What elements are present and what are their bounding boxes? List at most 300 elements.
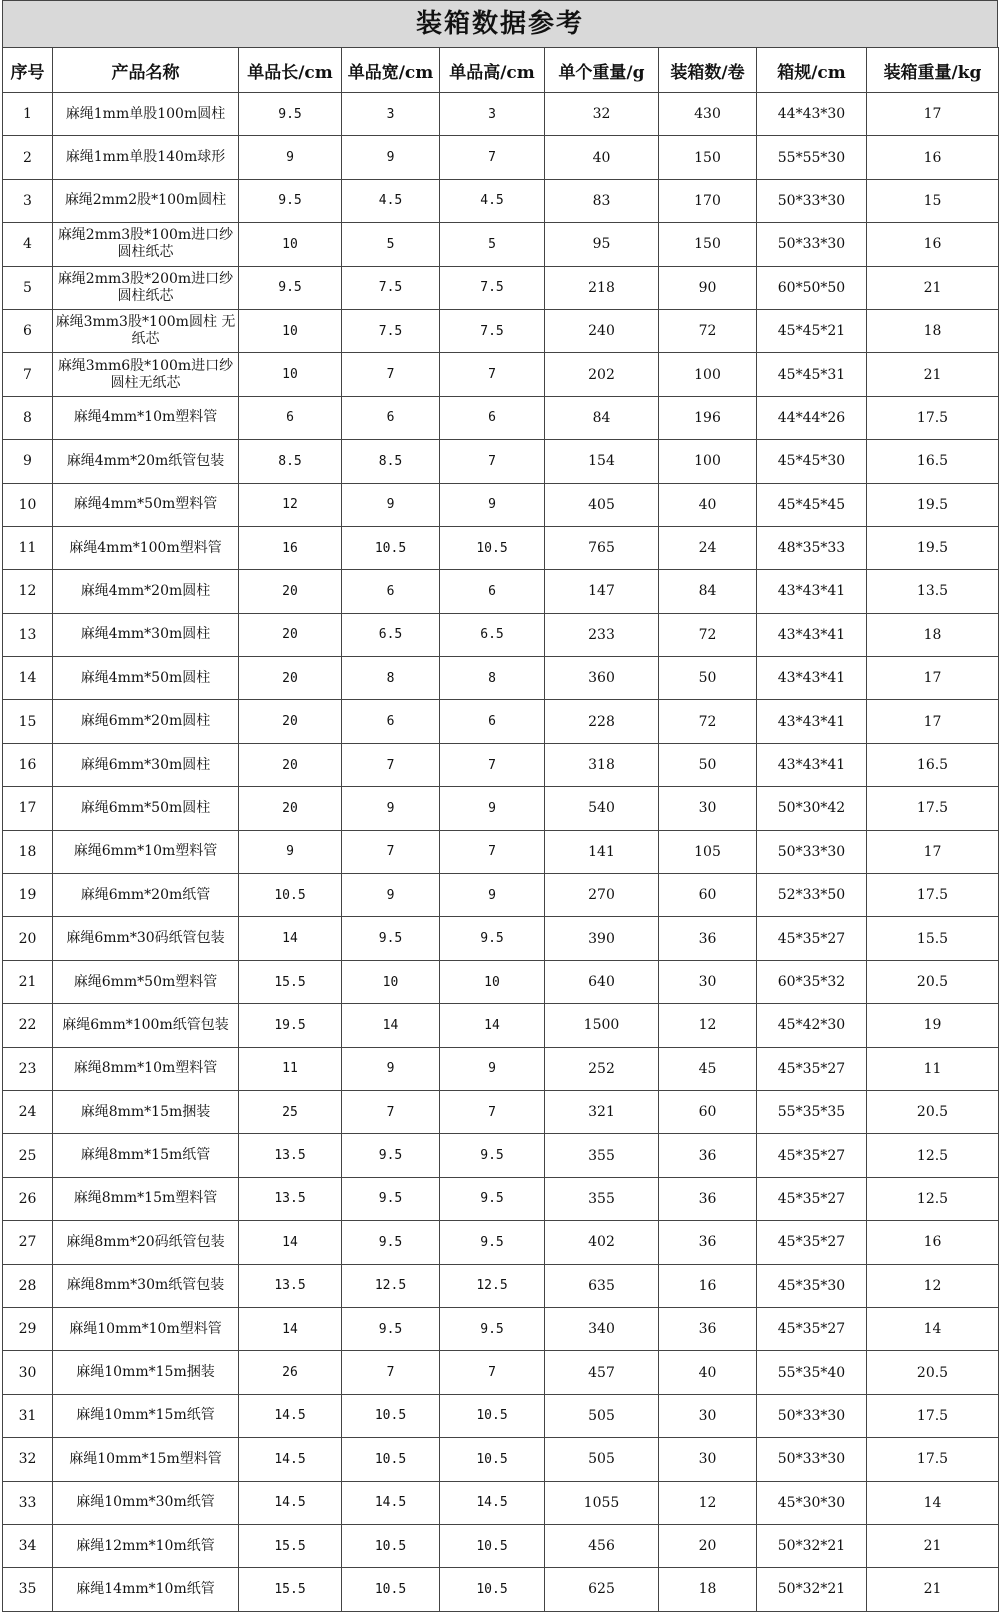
cell-width: 10 <box>342 960 440 1003</box>
cell-height: 3 <box>440 93 545 136</box>
cell-unit-weight: 505 <box>545 1438 659 1481</box>
cell-index: 11 <box>3 526 53 569</box>
cell-height: 9.5 <box>440 1307 545 1350</box>
cell-unit-weight: 390 <box>545 917 659 960</box>
cell-product-name: 麻绳4mm*100m塑料管 <box>53 526 239 569</box>
cell-unit-weight: 141 <box>545 830 659 873</box>
cell-unit-weight: 318 <box>545 743 659 786</box>
cell-qty-per-box: 60 <box>659 874 757 917</box>
cell-length: 20 <box>239 700 342 743</box>
cell-index: 8 <box>3 396 53 439</box>
cell-height: 7 <box>440 440 545 483</box>
table-body <box>3 93 999 1612</box>
cell-product-name: 麻绳4mm*50m圆柱 <box>53 657 239 700</box>
cell-qty-per-box: 30 <box>659 787 757 830</box>
cell-box-weight: 17 <box>867 93 999 136</box>
cell-unit-weight: 83 <box>545 179 659 222</box>
table-row <box>3 266 999 309</box>
cell-index: 25 <box>3 1134 53 1177</box>
cell-box-size: 55*35*40 <box>757 1351 867 1394</box>
cell-height: 10.5 <box>440 1568 545 1611</box>
cell-box-weight: 21 <box>867 353 999 396</box>
cell-product-name: 麻绳1mm单股140m球形 <box>53 136 239 179</box>
cell-unit-weight: 32 <box>545 93 659 136</box>
cell-box-weight: 21 <box>867 266 999 309</box>
cell-width: 9.5 <box>342 1307 440 1350</box>
cell-unit-weight: 402 <box>545 1221 659 1264</box>
cell-qty-per-box: 84 <box>659 570 757 613</box>
cell-width: 9 <box>342 787 440 830</box>
cell-box-size: 43*43*41 <box>757 743 867 786</box>
cell-box-weight: 17.5 <box>867 1438 999 1481</box>
cell-box-weight: 17 <box>867 657 999 700</box>
cell-height: 9.5 <box>440 1177 545 1220</box>
cell-width: 14 <box>342 1004 440 1047</box>
table-row <box>3 700 999 743</box>
cell-length: 20 <box>239 743 342 786</box>
table-row <box>3 1438 999 1481</box>
cell-length: 9.5 <box>239 179 342 222</box>
cell-length: 10.5 <box>239 874 342 917</box>
cell-product-name: 麻绳3mm6股*100m进口纱圆柱无纸芯 <box>53 353 239 396</box>
cell-height: 7 <box>440 1351 545 1394</box>
cell-box-weight: 21 <box>867 1524 999 1567</box>
cell-product-name: 麻绳8mm*15m纸管 <box>53 1134 239 1177</box>
cell-box-weight: 12 <box>867 1264 999 1307</box>
cell-box-weight: 21 <box>867 1568 999 1611</box>
cell-qty-per-box: 16 <box>659 1264 757 1307</box>
cell-box-size: 55*35*35 <box>757 1090 867 1133</box>
cell-unit-weight: 405 <box>545 483 659 526</box>
cell-qty-per-box: 36 <box>659 917 757 960</box>
packing-table <box>2 47 999 1612</box>
cell-box-weight: 18 <box>867 613 999 656</box>
cell-box-size: 43*43*41 <box>757 613 867 656</box>
cell-width: 10.5 <box>342 1394 440 1437</box>
table-row <box>3 1047 999 1090</box>
header-qty-per-box: 装箱数/卷 <box>659 48 757 93</box>
cell-qty-per-box: 18 <box>659 1568 757 1611</box>
cell-box-size: 50*33*30 <box>757 830 867 873</box>
cell-width: 7.5 <box>342 266 440 309</box>
cell-index: 24 <box>3 1090 53 1133</box>
cell-height: 7 <box>440 743 545 786</box>
cell-qty-per-box: 72 <box>659 613 757 656</box>
cell-unit-weight: 340 <box>545 1307 659 1350</box>
cell-length: 12 <box>239 483 342 526</box>
cell-width: 4.5 <box>342 179 440 222</box>
cell-length: 14 <box>239 1221 342 1264</box>
cell-width: 10.5 <box>342 1438 440 1481</box>
table-row <box>3 1351 999 1394</box>
cell-product-name: 麻绳6mm*20m纸管 <box>53 874 239 917</box>
cell-width: 7 <box>342 1090 440 1133</box>
cell-unit-weight: 240 <box>545 309 659 352</box>
table-row <box>3 743 999 786</box>
table-row <box>3 657 999 700</box>
cell-qty-per-box: 150 <box>659 223 757 266</box>
cell-height: 7 <box>440 1090 545 1133</box>
cell-qty-per-box: 100 <box>659 440 757 483</box>
cell-index: 23 <box>3 1047 53 1090</box>
table-row <box>3 353 999 396</box>
cell-width: 7 <box>342 743 440 786</box>
cell-height: 10.5 <box>440 526 545 569</box>
cell-qty-per-box: 30 <box>659 960 757 1003</box>
cell-box-size: 43*43*41 <box>757 657 867 700</box>
cell-length: 14.5 <box>239 1481 342 1524</box>
cell-product-name: 麻绳3mm3股*100m圆柱 无纸芯 <box>53 309 239 352</box>
cell-box-size: 50*33*30 <box>757 179 867 222</box>
cell-box-size: 45*45*21 <box>757 309 867 352</box>
cell-height: 9 <box>440 787 545 830</box>
cell-length: 25 <box>239 1090 342 1133</box>
table-row <box>3 1568 999 1611</box>
cell-index: 27 <box>3 1221 53 1264</box>
cell-length: 6 <box>239 396 342 439</box>
cell-product-name: 麻绳4mm*50m塑料管 <box>53 483 239 526</box>
cell-width: 9 <box>342 483 440 526</box>
cell-length: 19.5 <box>239 1004 342 1047</box>
packing-sheet <box>2 0 998 1612</box>
cell-product-name: 麻绳2mm3股*100m进口纱圆柱纸芯 <box>53 223 239 266</box>
cell-product-name: 麻绳6mm*20m圆柱 <box>53 700 239 743</box>
cell-box-weight: 17 <box>867 830 999 873</box>
table-row <box>3 1524 999 1567</box>
cell-height: 12.5 <box>440 1264 545 1307</box>
cell-qty-per-box: 430 <box>659 93 757 136</box>
cell-qty-per-box: 36 <box>659 1221 757 1264</box>
cell-box-weight: 17 <box>867 700 999 743</box>
cell-box-size: 48*35*33 <box>757 526 867 569</box>
cell-unit-weight: 540 <box>545 787 659 830</box>
cell-unit-weight: 360 <box>545 657 659 700</box>
cell-length: 14.5 <box>239 1394 342 1437</box>
cell-length: 14.5 <box>239 1438 342 1481</box>
cell-width: 14.5 <box>342 1481 440 1524</box>
cell-product-name: 麻绳10mm*30m纸管 <box>53 1481 239 1524</box>
cell-index: 31 <box>3 1394 53 1437</box>
cell-box-weight: 13.5 <box>867 570 999 613</box>
cell-length: 9.5 <box>239 93 342 136</box>
cell-product-name: 麻绳6mm*100m纸管包装 <box>53 1004 239 1047</box>
cell-width: 7 <box>342 1351 440 1394</box>
cell-width: 5 <box>342 223 440 266</box>
table-row <box>3 526 999 569</box>
cell-unit-weight: 505 <box>545 1394 659 1437</box>
cell-height: 10.5 <box>440 1524 545 1567</box>
cell-width: 7 <box>342 830 440 873</box>
table-row <box>3 830 999 873</box>
cell-box-weight: 19.5 <box>867 483 999 526</box>
cell-qty-per-box: 40 <box>659 1351 757 1394</box>
cell-box-weight: 17.5 <box>867 874 999 917</box>
cell-product-name: 麻绳8mm*20码纸管包装 <box>53 1221 239 1264</box>
cell-box-size: 45*35*27 <box>757 1177 867 1220</box>
cell-index: 1 <box>3 93 53 136</box>
cell-length: 20 <box>239 657 342 700</box>
table-row <box>3 787 999 830</box>
cell-width: 9.5 <box>342 1134 440 1177</box>
cell-height: 4.5 <box>440 179 545 222</box>
cell-product-name: 麻绳4mm*20m圆柱 <box>53 570 239 613</box>
header-index: 序号 <box>3 48 53 93</box>
cell-qty-per-box: 12 <box>659 1004 757 1047</box>
cell-height: 9.5 <box>440 1221 545 1264</box>
cell-box-size: 45*45*45 <box>757 483 867 526</box>
cell-product-name: 麻绳8mm*30m纸管包装 <box>53 1264 239 1307</box>
cell-length: 8.5 <box>239 440 342 483</box>
cell-box-weight: 12.5 <box>867 1177 999 1220</box>
cell-height: 7.5 <box>440 266 545 309</box>
cell-box-size: 45*45*30 <box>757 440 867 483</box>
cell-qty-per-box: 100 <box>659 353 757 396</box>
cell-box-weight: 20.5 <box>867 960 999 1003</box>
cell-box-size: 45*35*27 <box>757 1134 867 1177</box>
cell-index: 14 <box>3 657 53 700</box>
cell-qty-per-box: 90 <box>659 266 757 309</box>
cell-width: 8 <box>342 657 440 700</box>
cell-index: 18 <box>3 830 53 873</box>
cell-index: 5 <box>3 266 53 309</box>
cell-product-name: 麻绳6mm*50m塑料管 <box>53 960 239 1003</box>
cell-qty-per-box: 60 <box>659 1090 757 1133</box>
cell-height: 7 <box>440 353 545 396</box>
cell-width: 6 <box>342 700 440 743</box>
cell-width: 10.5 <box>342 1524 440 1567</box>
cell-qty-per-box: 170 <box>659 179 757 222</box>
table-row <box>3 1481 999 1524</box>
cell-box-weight: 17.5 <box>867 396 999 439</box>
cell-qty-per-box: 40 <box>659 483 757 526</box>
table-row <box>3 960 999 1003</box>
cell-product-name: 麻绳14mm*10m纸管 <box>53 1568 239 1611</box>
cell-box-size: 60*50*50 <box>757 266 867 309</box>
cell-product-name: 麻绳8mm*15m塑料管 <box>53 1177 239 1220</box>
cell-height: 9 <box>440 1047 545 1090</box>
cell-product-name: 麻绳10mm*15m捆装 <box>53 1351 239 1394</box>
cell-qty-per-box: 45 <box>659 1047 757 1090</box>
table-row <box>3 483 999 526</box>
table-row <box>3 1134 999 1177</box>
cell-box-size: 50*30*42 <box>757 787 867 830</box>
header-unit-weight: 单个重量/g <box>545 48 659 93</box>
cell-length: 15.5 <box>239 960 342 1003</box>
cell-unit-weight: 355 <box>545 1134 659 1177</box>
cell-index: 4 <box>3 223 53 266</box>
table-row <box>3 396 999 439</box>
cell-unit-weight: 640 <box>545 960 659 1003</box>
sheet-title: 装箱数据参考 <box>2 0 998 47</box>
table-row <box>3 1264 999 1307</box>
cell-box-weight: 16 <box>867 223 999 266</box>
cell-product-name: 麻绳8mm*15m捆装 <box>53 1090 239 1133</box>
cell-box-weight: 20.5 <box>867 1090 999 1133</box>
cell-index: 15 <box>3 700 53 743</box>
table-row <box>3 223 999 266</box>
cell-index: 33 <box>3 1481 53 1524</box>
cell-box-size: 55*55*30 <box>757 136 867 179</box>
cell-unit-weight: 321 <box>545 1090 659 1133</box>
cell-box-weight: 16 <box>867 1221 999 1264</box>
cell-width: 9.5 <box>342 1177 440 1220</box>
cell-box-weight: 19.5 <box>867 526 999 569</box>
header-height: 单品高/cm <box>440 48 545 93</box>
header-width: 单品宽/cm <box>342 48 440 93</box>
cell-qty-per-box: 24 <box>659 526 757 569</box>
cell-index: 20 <box>3 917 53 960</box>
cell-index: 22 <box>3 1004 53 1047</box>
cell-width: 8.5 <box>342 440 440 483</box>
cell-qty-per-box: 50 <box>659 743 757 786</box>
cell-unit-weight: 252 <box>545 1047 659 1090</box>
table-row <box>3 1004 999 1047</box>
cell-height: 9 <box>440 874 545 917</box>
cell-width: 9 <box>342 874 440 917</box>
cell-qty-per-box: 36 <box>659 1307 757 1350</box>
cell-box-size: 45*35*27 <box>757 1221 867 1264</box>
cell-length: 9 <box>239 136 342 179</box>
cell-width: 9.5 <box>342 1221 440 1264</box>
cell-length: 9 <box>239 830 342 873</box>
table-row <box>3 179 999 222</box>
cell-box-weight: 15 <box>867 179 999 222</box>
cell-product-name: 麻绳4mm*30m圆柱 <box>53 613 239 656</box>
cell-box-weight: 14 <box>867 1481 999 1524</box>
cell-length: 13.5 <box>239 1264 342 1307</box>
cell-qty-per-box: 72 <box>659 309 757 352</box>
cell-box-size: 45*35*27 <box>757 1047 867 1090</box>
cell-height: 6.5 <box>440 613 545 656</box>
cell-length: 15.5 <box>239 1568 342 1611</box>
cell-index: 16 <box>3 743 53 786</box>
cell-box-size: 44*43*30 <box>757 93 867 136</box>
cell-index: 9 <box>3 440 53 483</box>
cell-qty-per-box: 150 <box>659 136 757 179</box>
cell-box-weight: 20.5 <box>867 1351 999 1394</box>
cell-index: 30 <box>3 1351 53 1394</box>
cell-height: 6 <box>440 570 545 613</box>
cell-box-weight: 18 <box>867 309 999 352</box>
cell-width: 9 <box>342 136 440 179</box>
cell-height: 7 <box>440 136 545 179</box>
cell-width: 9 <box>342 1047 440 1090</box>
cell-box-size: 50*32*21 <box>757 1524 867 1567</box>
cell-height: 10.5 <box>440 1394 545 1437</box>
cell-index: 29 <box>3 1307 53 1350</box>
cell-qty-per-box: 105 <box>659 830 757 873</box>
cell-qty-per-box: 30 <box>659 1438 757 1481</box>
cell-product-name: 麻绳6mm*30m圆柱 <box>53 743 239 786</box>
cell-index: 26 <box>3 1177 53 1220</box>
cell-box-size: 43*43*41 <box>757 570 867 613</box>
cell-height: 7.5 <box>440 309 545 352</box>
cell-height: 6 <box>440 700 545 743</box>
table-row <box>3 874 999 917</box>
table-row <box>3 1221 999 1264</box>
cell-product-name: 麻绳4mm*10m塑料管 <box>53 396 239 439</box>
table-row <box>3 1394 999 1437</box>
cell-unit-weight: 228 <box>545 700 659 743</box>
cell-width: 6 <box>342 570 440 613</box>
cell-index: 21 <box>3 960 53 1003</box>
cell-product-name: 麻绳10mm*15m纸管 <box>53 1394 239 1437</box>
cell-box-size: 50*33*30 <box>757 1394 867 1437</box>
cell-length: 20 <box>239 787 342 830</box>
cell-box-size: 43*43*41 <box>757 700 867 743</box>
cell-unit-weight: 270 <box>545 874 659 917</box>
cell-unit-weight: 625 <box>545 1568 659 1611</box>
cell-length: 10 <box>239 223 342 266</box>
cell-box-size: 50*33*30 <box>757 223 867 266</box>
table-row <box>3 613 999 656</box>
cell-length: 13.5 <box>239 1177 342 1220</box>
table-row <box>3 917 999 960</box>
cell-product-name: 麻绳10mm*10m塑料管 <box>53 1307 239 1350</box>
cell-index: 13 <box>3 613 53 656</box>
cell-unit-weight: 147 <box>545 570 659 613</box>
cell-width: 10.5 <box>342 526 440 569</box>
table-row <box>3 309 999 352</box>
cell-qty-per-box: 196 <box>659 396 757 439</box>
cell-height: 6 <box>440 396 545 439</box>
cell-unit-weight: 95 <box>545 223 659 266</box>
cell-height: 14 <box>440 1004 545 1047</box>
cell-box-size: 60*35*32 <box>757 960 867 1003</box>
cell-length: 13.5 <box>239 1134 342 1177</box>
cell-box-size: 45*35*30 <box>757 1264 867 1307</box>
cell-length: 16 <box>239 526 342 569</box>
cell-length: 10 <box>239 353 342 396</box>
cell-box-size: 44*44*26 <box>757 396 867 439</box>
cell-unit-weight: 40 <box>545 136 659 179</box>
cell-width: 9.5 <box>342 917 440 960</box>
cell-height: 9.5 <box>440 1134 545 1177</box>
cell-index: 2 <box>3 136 53 179</box>
cell-product-name: 麻绳1mm单股100m圆柱 <box>53 93 239 136</box>
table-row <box>3 570 999 613</box>
cell-box-weight: 16.5 <box>867 440 999 483</box>
cell-width: 7.5 <box>342 309 440 352</box>
cell-unit-weight: 84 <box>545 396 659 439</box>
cell-index: 3 <box>3 179 53 222</box>
cell-unit-weight: 635 <box>545 1264 659 1307</box>
cell-index: 19 <box>3 874 53 917</box>
header-length: 单品长/cm <box>239 48 342 93</box>
cell-unit-weight: 218 <box>545 266 659 309</box>
cell-unit-weight: 1055 <box>545 1481 659 1524</box>
cell-product-name: 麻绳10mm*15m塑料管 <box>53 1438 239 1481</box>
cell-qty-per-box: 12 <box>659 1481 757 1524</box>
cell-length: 10 <box>239 309 342 352</box>
cell-width: 12.5 <box>342 1264 440 1307</box>
header-product-name: 产品名称 <box>53 48 239 93</box>
cell-box-weight: 11 <box>867 1047 999 1090</box>
cell-qty-per-box: 72 <box>659 700 757 743</box>
cell-width: 6.5 <box>342 613 440 656</box>
cell-length: 14 <box>239 1307 342 1350</box>
cell-height: 7 <box>440 830 545 873</box>
cell-unit-weight: 456 <box>545 1524 659 1567</box>
cell-box-weight: 17.5 <box>867 1394 999 1437</box>
cell-width: 10.5 <box>342 1568 440 1611</box>
table-row <box>3 136 999 179</box>
cell-product-name: 麻绳6mm*10m塑料管 <box>53 830 239 873</box>
header-row <box>3 48 999 93</box>
cell-box-weight: 17.5 <box>867 787 999 830</box>
table-row <box>3 1177 999 1220</box>
cell-index: 34 <box>3 1524 53 1567</box>
